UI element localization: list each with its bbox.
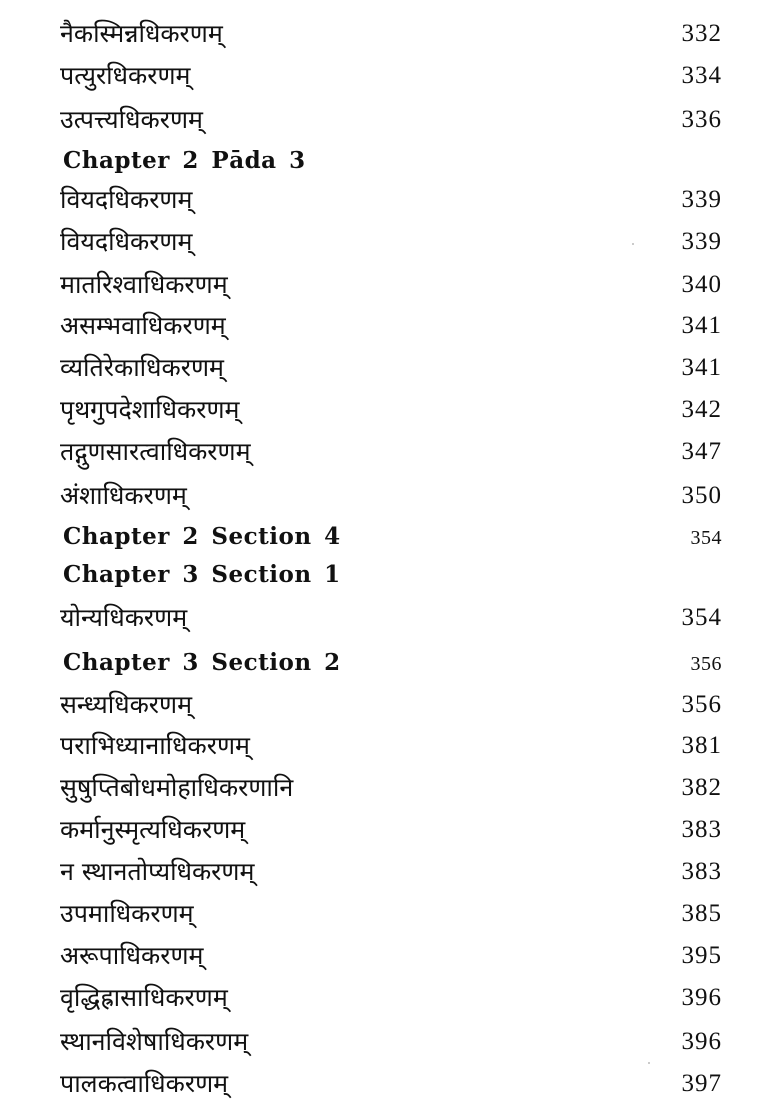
toc-row [60,1060,722,1100]
toc-entry-page: 385 [681,900,722,927]
toc-entry-title: पराभिध्यानाधिकरणम् [60,731,250,760]
paper-speck [648,1062,650,1064]
toc-section-heading [60,638,722,678]
toc-entry-page: 396 [681,984,722,1011]
toc-entry-page: 356 [681,691,722,718]
toc-row [60,848,722,888]
toc-entry-title: सन्ध्यधिकरणम् [60,690,193,719]
toc-entry-page: 340 [681,271,722,298]
toc-row [60,261,722,301]
toc-entry-title: वियदधिकरणम् [60,185,193,214]
toc-entry-title: मातरिश्वाधिकरणम् [60,270,228,299]
toc-entry-page: 341 [681,354,722,381]
toc-entry-page: 332 [681,20,722,47]
toc-entry-title: न स्थानतोप्यधिकरणम् [60,857,255,886]
toc-row [60,176,722,216]
toc-entry-page: 383 [681,816,722,843]
toc-row [60,722,722,762]
toc-section-heading [60,550,722,590]
toc-section-heading [60,136,722,176]
toc-entry-page: 356 [690,653,722,675]
toc-row [60,218,722,258]
toc-entry-page: 336 [681,106,722,133]
toc-row [60,974,722,1014]
toc-entry-page: 395 [681,942,722,969]
toc-row [60,764,722,804]
toc-entry-page: 381 [681,732,722,759]
toc-row [60,344,722,384]
toc-row [60,1018,722,1058]
section-heading-title: Chapter 2 Section 4 [63,523,341,550]
toc-row [60,52,722,92]
toc-entry-page: 396 [681,1028,722,1055]
toc-entry-page: 342 [681,396,722,423]
toc-entry-page: 341 [681,312,722,339]
toc-entry-title: स्थानविशेषाधिकरणम् [60,1027,249,1056]
toc-entry-page: 383 [681,858,722,885]
toc-entry-title: उपमाधिकरणम् [60,899,194,928]
toc-row [60,681,722,721]
toc-entry-page: 382 [681,774,722,801]
toc-row [60,10,722,50]
toc-entry-title: सुषुप्तिबोधमोहाधिकरणानि [60,773,294,802]
toc-row [60,386,722,426]
toc-entry-title: कर्मानुस्मृत्यधिकरणम् [60,815,246,844]
toc-entry-title: पृथगुपदेशाधिकरणम् [60,395,240,424]
section-heading-title: Chapter 3 Section 2 [63,649,341,676]
toc-row [60,96,722,136]
toc-entry-title: उत्पत्त्यधिकरणम् [60,105,203,134]
toc-row [60,428,722,468]
toc-entry-title: वियदधिकरणम् [60,227,193,256]
toc-entry-page: 339 [681,186,722,213]
section-heading-title: Chapter 3 Section 1 [63,561,341,588]
toc-entry-page: 347 [681,438,722,465]
toc-entry-page: 354 [681,604,722,631]
toc-entry-title: वृद्धिह्रासाधिकरणम् [60,983,228,1012]
toc-entry-title: अरूपाधिकरणम् [60,941,204,970]
toc-row [60,472,722,512]
toc-entry-title: तद्गुणसारत्वाधिकरणम् [60,437,251,466]
toc-row [60,302,722,342]
toc-row [60,932,722,972]
toc-entry-title: पत्युरधिकरणम् [60,61,191,90]
toc-entry-page: 350 [681,482,722,509]
toc-entry-page: 354 [690,527,722,549]
toc-row [60,890,722,930]
toc-entry-title: योन्यधिकरणम् [60,603,188,632]
toc-row [60,594,722,634]
toc-entry-title: अंशाधिकरणम् [60,481,187,510]
toc-entry-title: नैकस्मिन्नधिकरणम् [60,19,223,48]
toc-entry-page: 397 [681,1070,722,1097]
paper-speck [632,243,634,245]
toc-entry-title: असम्भवाधिकरणम् [60,311,226,340]
toc-entry-page: 339 [681,228,722,255]
toc-entry-title: पालकत्वाधिकरणम् [60,1069,229,1098]
section-heading-title: Chapter 2 Pāda 3 [63,147,306,174]
toc-entry-page: 334 [681,62,722,89]
toc-row [60,806,722,846]
toc-section-heading [60,512,722,552]
toc-entry-title: व्यतिरेकाधिकरणम् [60,353,224,382]
